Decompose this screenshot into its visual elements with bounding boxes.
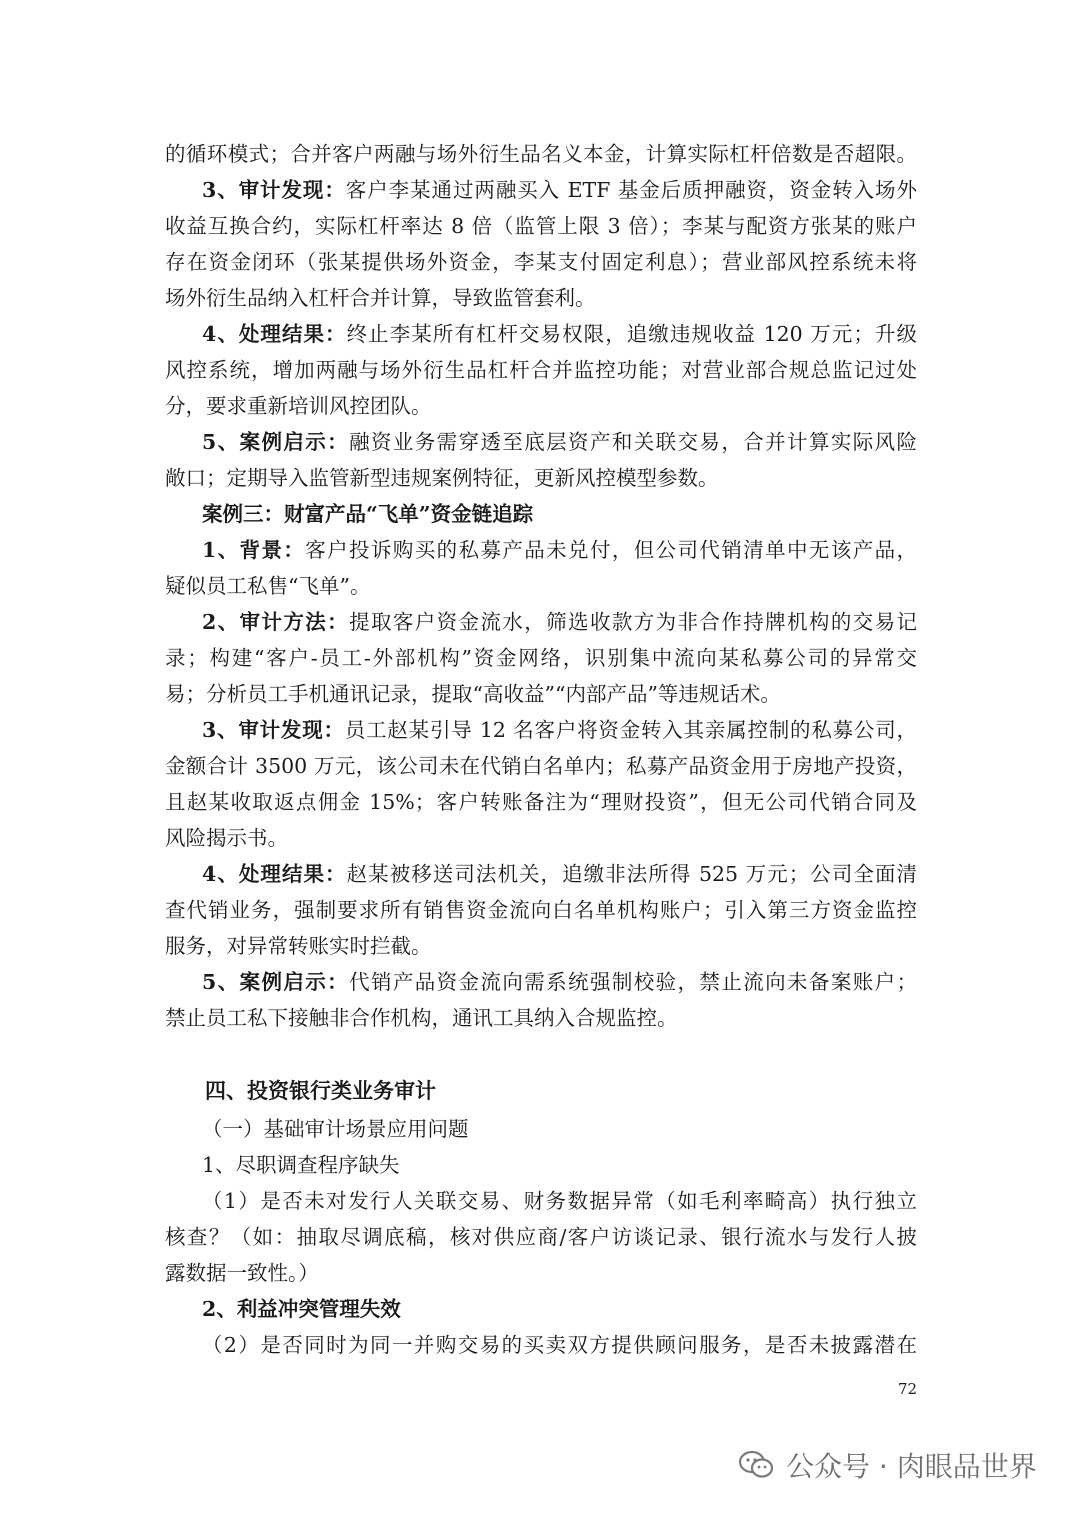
text-line: 3、审计发现：客户李某通过两融买入 ETF 基金后质押融资，资金转入场外 [202, 178, 917, 202]
watermark [738, 1445, 1037, 1485]
para-lead: 5、案例启示： [202, 970, 350, 994]
text-line: 场外衍生品纳入杠杆合并计算，导致监管套利。 [165, 286, 596, 310]
text-line: 且赵某收取返点佣金 15%；客户转账备注为“理财投资”，但无公司代销合同及 [165, 790, 917, 814]
para-lead: 1、背景： [202, 538, 306, 562]
text-line: 禁止员工私下接触非合作机构，通讯工具纳入合规监控。 [165, 1006, 678, 1030]
text-line: 核查？（如：抽取尽调底稿，核对供应商/客户访谈记录、银行流水与发行人披 [165, 1225, 917, 1249]
para-lead: 5、案例启示： [202, 430, 350, 454]
text-line: 分，要求重新培训风控团队。 [165, 394, 432, 418]
text-line: 1、背景：客户投诉购买的私募产品未兑付，但公司代销清单中无该产品， [202, 538, 918, 562]
wechat-icon [738, 1450, 774, 1480]
text-line: 录；构建“客户-员工-外部机构”资金网络，识别集中流向某私募公司的异常交 [165, 646, 917, 670]
text-line: 查代销业务，强制要求所有销售资金流向白名单机构账户；引入第三方资金监控 [165, 898, 917, 922]
para-lead: 2、审计方法： [202, 610, 350, 634]
text-line: （1）是否未对发行人关联交易、财务数据异常（如毛利率畸高）执行独立 [202, 1189, 917, 1213]
item-heading: 2、利益冲突管理失效 [202, 1297, 401, 1321]
section-heading: 四、投资银行类业务审计 [205, 1078, 436, 1103]
text-line: （2）是否同时为同一并购交易的买卖双方提供顾问服务，是否未披露潜在 [202, 1333, 917, 1357]
text-line: 易；分析员工手机通讯记录，提取“高收益”“内部产品”等违规话术。 [165, 682, 781, 706]
text-line: 3、审计发现：员工赵某引导 12 名客户将资金转入其亲属控制的私募公司， [202, 718, 918, 742]
text-line: 4、处理结果：赵某被移送司法机关，追缴非法所得 525 万元；公司全面清 [202, 862, 917, 886]
text-line: 的循环模式；合并客户两融与场外衍生品名义本金，计算实际杠杆倍数是否超限。 [165, 142, 917, 166]
para-lead: 3、审计发现： [202, 718, 345, 742]
item-heading: 1、尽职调查程序缺失 [202, 1153, 400, 1177]
text-line: 风控系统，增加两融与场外衍生品杠杆合并监控功能；对营业部合规总监记过处 [165, 358, 917, 382]
text-line: 存在资金闭环（张某提供场外资金，李某支付固定利息）；营业部风控系统未将 [165, 250, 917, 274]
text-line: 5、案例启示：融资业务需穿透至底层资产和关联交易，合并计算实际风险 [202, 430, 918, 454]
page-number: 72 [898, 1380, 918, 1398]
text-line: 疑似员工私售“飞单”。 [165, 574, 371, 598]
text-line: 风险揭示书。 [165, 826, 288, 850]
para-lead: 3、审计发现： [202, 178, 346, 202]
text-line: 5、案例启示：代销产品资金流向需系统强制校验，禁止流向未备案账户； [202, 970, 918, 994]
text-line: 敞口；定期导入监管新型违规案例特征，更新风控模型参数。 [165, 466, 719, 490]
text-line: 露数据一致性。） [165, 1261, 319, 1285]
text-line: 收益互换合约，实际杠杆率达 8 倍（监管上限 3 倍）；李某与配资方张某的账户 [165, 214, 917, 238]
watermark-text: 公众号 · 肉眼品世界 [786, 1450, 1037, 1483]
subsection-heading: （一）基础审计场景应用问题 [202, 1117, 469, 1141]
text-line: 2、审计方法：提取客户资金流水，筛选收款方为非合作持牌机构的交易记 [202, 610, 918, 634]
text-line: 4、处理结果：终止李某所有杠杆交易权限，追缴违规收益 120 万元；升级 [202, 322, 917, 346]
para-lead: 4、处理结果： [202, 862, 347, 886]
para-lead: 4、处理结果： [202, 322, 347, 346]
text-line: 金额合计 3500 万元，该公司未在代销白名单内；私募产品资金用于房地产投资， [165, 754, 917, 778]
text-line: 服务，对异常转账实时拦截。 [165, 934, 432, 958]
case-heading: 案例三：财富产品“飞单”资金链追踪 [202, 502, 534, 526]
